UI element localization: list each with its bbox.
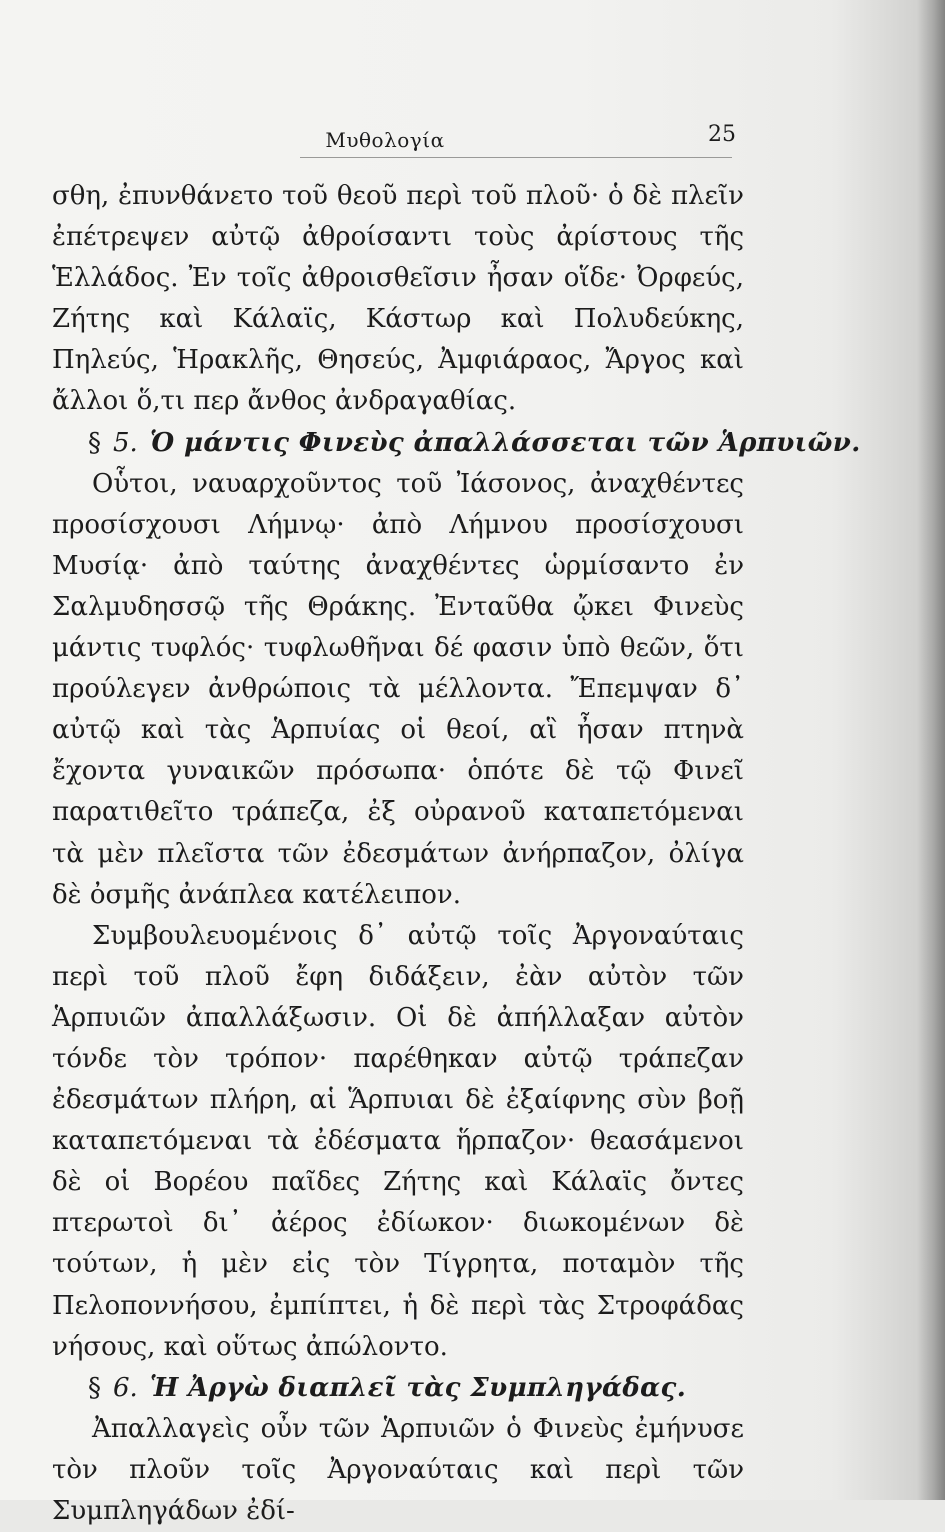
section-5-number: 5. <box>113 427 138 458</box>
section-6-heading <box>52 1368 744 1409</box>
running-title: Μυθολογία <box>325 128 445 152</box>
header-rule <box>300 157 732 158</box>
section-6-number: 6. <box>113 1372 138 1403</box>
paragraph-1: σθη, ἐπυνθάνετο τοῦ θεοῦ περὶ τοῦ πλοῦ· ὁ δὲ πλεῖν ἐπέτρεψεν αὐτῷ ἀθροίσαντι τοὺς ἀρίστους τῆς Ἑλλάδος. Ἐν τοῖς ἀθροισθεῖσιν ἦσαν οἵδε· Ὀρφεύς, Ζήτης καὶ Κάλαϊς, Κάστωρ καὶ Πολυδεύκης, Πηλεύς, Ἡρακλῆς, Θησεύς, Ἀμφιάραος, Ἄργος καὶ ἄλλοι ὅ,τι περ ἄνθος ἀνδραγαθίας. <box>52 181 744 417</box>
section-6-title: Ἡ Ἀργὼ διαπλεῖ τὰς Συμπληγάδας. <box>149 1372 687 1403</box>
section-5-title: Ὁ μάντις Φινεὺς ἀπαλλάσσεται τῶν Ἁρπυιῶν. <box>149 427 861 458</box>
page-edge-shadow <box>917 0 945 1500</box>
section-5-mark: § <box>88 427 101 458</box>
paragraph-2: Οὗτοι, ναυαρχοῦντος τοῦ Ἰάσονος, ἀναχθέντες προσίσχουσι Λήμνῳ· ἀπὸ Λήμνου προσίσχουσι Μυσίᾳ· ἀπὸ ταύτης ἀναχθέντες ὡρμίσαντο ἐν Σαλμυδησσῷ τῆς Θράκης. Ἐνταῦθα ᾤκει Φινεὺς μάντις τυφλός· τυφλωθῆναι δέ φασιν ὑπὸ θεῶν, ὅτι προύλεγεν ἀνθρώποις τὰ μέλλοντα. Ἔπεμψαν δ᾽ αὐτῷ καὶ τὰς Ἁρπυίας οἱ θεοί, αἳ ἦσαν πτηνὰ ἔχοντα γυναικῶν πρόσωπα· ὁπότε δὲ τῷ Φινεῖ παρατιθεῖτο τράπεζα, ἐξ οὐρανοῦ καταπετόμεναι τὰ μὲν πλεῖστα τῶν ἐδεσμάτων ἀνήρπαζον, ὀλίγα δὲ ὀσμῆς ἀνάπλεα κατέλειπον. <box>52 468 744 910</box>
page-number: 25 <box>708 122 736 147</box>
section-6-mark: § <box>88 1372 101 1403</box>
paragraph-4: Ἀπαλλαγεὶς οὖν τῶν Ἁρπυιῶν ὁ Φινεὺς ἐμήνυσε τὸν πλοῦν τοῖς Ἀργοναύταις καὶ περὶ τῶν Συμπληγάδων ἐδί- <box>52 1413 744 1526</box>
section-5-heading <box>52 423 861 464</box>
paragraph-3: Συμβουλευομένοις δ᾽ αὐτῷ τοῖς Ἀργοναύταις περὶ τοῦ πλοῦ ἔφη διδάξειν, ἐὰν αὐτὸν τῶν Ἁρπυιῶν ἀπαλλάξωσιν. Οἱ δὲ ἀπήλλαξαν αὐτὸν τόνδε τὸν τρόπον· παρέθηκαν αὐτῷ τράπεζαν ἐδεσμάτων πλήρη, αἱ Ἅρπυιαι δὲ ἐξαίφνης σὺν βοῇ καταπετόμεναι τὰ ἐδέσματα ἥρπαζον· θεασάμενοι δὲ οἱ Βορέου παῖδες Ζήτης καὶ Κάλαϊς ὄντες πτερωτοὶ δι᾽ ἀέρος ἐδίωκον· διωκομένων δὲ τούτων, ἡ μὲν εἰς τὸν Τίγρητα, ποταμὸν τῆς Πελοποννήσου, ἐμπίπτει, ἡ δὲ περὶ τὰς Στροφάδας νήσους, καὶ οὕτως ἀπώλοντο. <box>52 920 744 1362</box>
page-header <box>0 122 945 158</box>
body-text <box>52 176 861 1532</box>
